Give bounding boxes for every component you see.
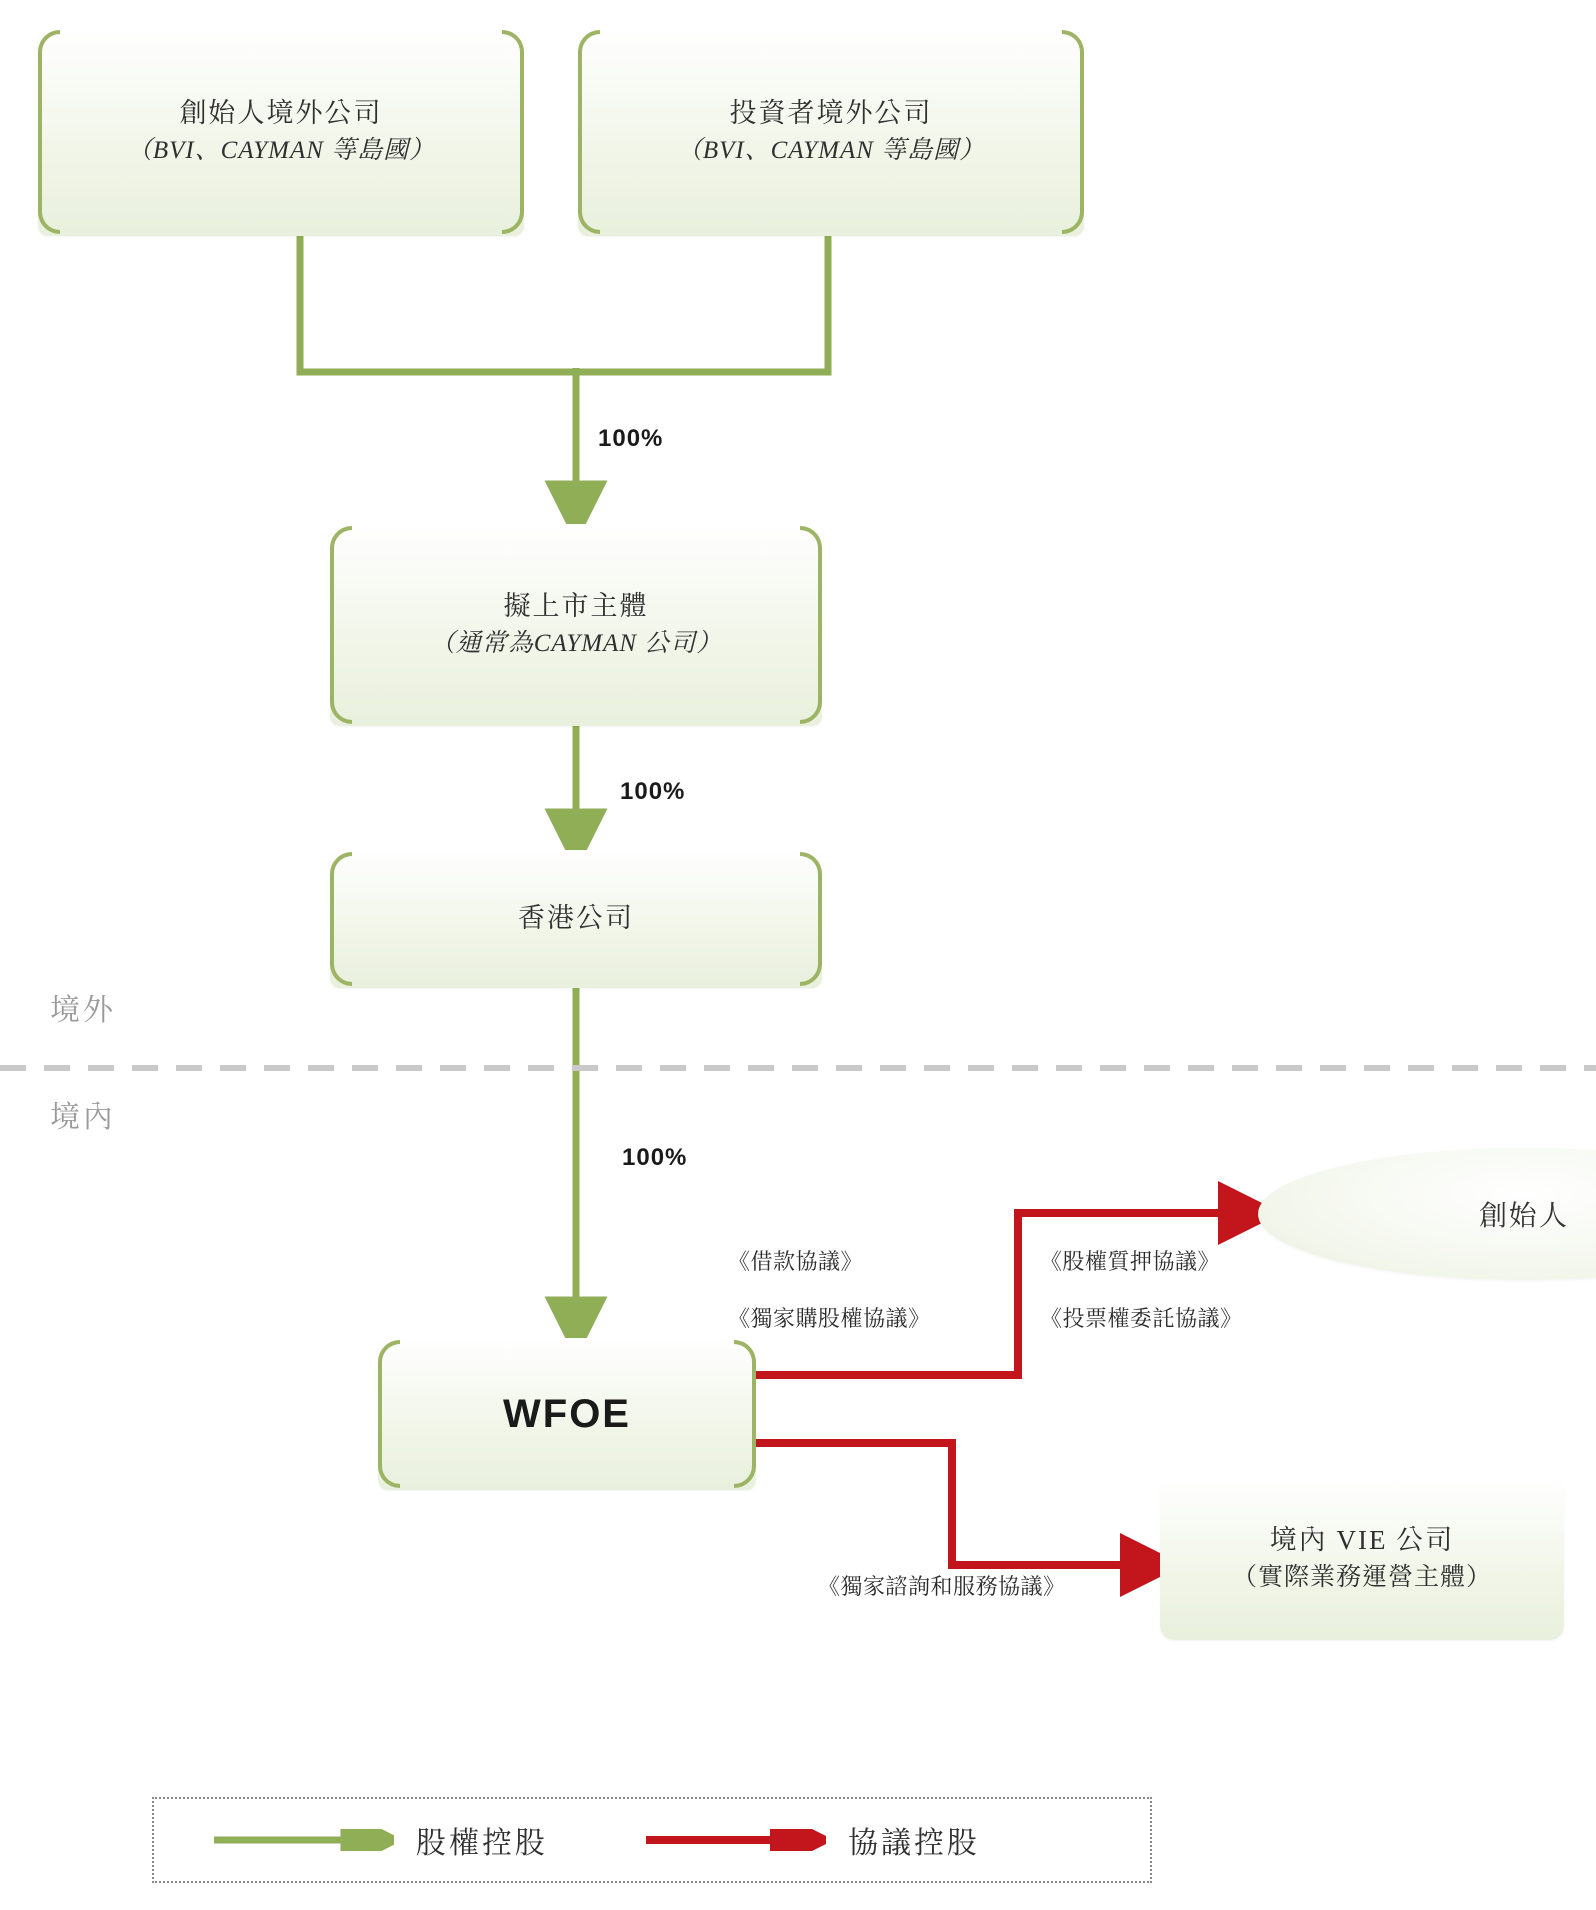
- zone-label-offshore: 境外: [50, 994, 116, 1027]
- agreement-label-loan: 《借款協議》: [728, 1249, 864, 1274]
- node-listing-entity-line2: （通常為CAYMAN 公司）: [429, 630, 723, 658]
- agreement-label-exclusive-consulting: 《獨家諮詢和服務協議》: [818, 1574, 1066, 1599]
- legend-item-equity-control: [212, 1799, 548, 1881]
- legend-label-equity-control: 股權控股: [416, 1827, 548, 1860]
- agreement-label-exclusive-purchase-option: 《獨家購股權協議》: [728, 1306, 931, 1331]
- edge-label-listing-to-hk: 100%: [620, 778, 686, 805]
- node-vie-company-line1: 境內 VIE 公司: [1269, 1525, 1455, 1556]
- legend-arrow-green-icon: [212, 1829, 394, 1851]
- node-investor-offshore-line1: 投資者境外公司: [729, 98, 933, 129]
- legend-item-agreement-control: [644, 1799, 980, 1881]
- node-founder-offshore-line1: 創始人境外公司: [179, 98, 383, 129]
- zone-label-onshore: 境內: [50, 1101, 116, 1134]
- node-founder-label: 創始人: [1478, 1201, 1569, 1232]
- edge-label-offshore-to-listing: 100%: [598, 425, 664, 452]
- node-investor-offshore-line2: （BVI、CAYMAN 等島國）: [676, 137, 986, 165]
- edge-wfoe-to-vie: [756, 1443, 1152, 1565]
- legend-arrow-red-icon: [644, 1829, 826, 1851]
- node-vie-company[interactable]: [1160, 1478, 1564, 1640]
- node-wfoe-label: WFOE: [503, 1392, 631, 1436]
- edge-investor-join: [576, 236, 828, 372]
- agreement-label-equity-pledge: 《股權質押協議》: [1040, 1249, 1221, 1274]
- node-listing-entity[interactable]: [330, 524, 822, 726]
- edge-wfoe-to-founder: [756, 1213, 1250, 1375]
- node-vie-company-line2: （實際業務運營主體）: [1231, 1564, 1492, 1592]
- node-listing-entity-line1: 擬上市主體: [503, 591, 649, 622]
- node-investor-offshore[interactable]: [578, 28, 1084, 236]
- node-founder-offshore-line2: （BVI、CAYMAN 等島國）: [126, 137, 436, 165]
- node-hk-company-line1: 香港公司: [518, 903, 634, 934]
- node-hk-company[interactable]: [330, 850, 822, 988]
- legend: [152, 1797, 1152, 1883]
- node-founder-offshore[interactable]: [38, 28, 524, 236]
- agreement-label-voting-proxy: 《投票權委託協議》: [1040, 1306, 1243, 1331]
- edge-founder-join: [300, 236, 576, 372]
- legend-label-agreement-control: 協議控股: [848, 1827, 980, 1860]
- node-wfoe[interactable]: [378, 1338, 756, 1490]
- edge-label-hk-to-wfoe: 100%: [622, 1144, 688, 1171]
